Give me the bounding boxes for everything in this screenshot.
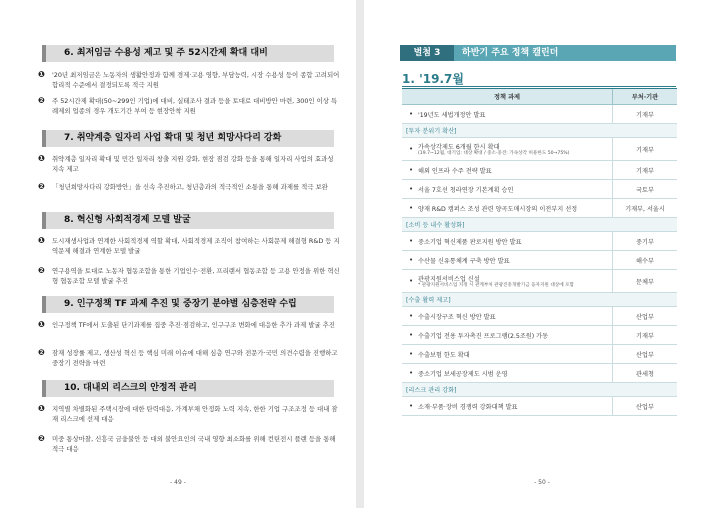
task-text: 수출시장구조 혁신 방안 발표 [418, 313, 496, 321]
task-cell [402, 397, 613, 416]
item-text: 주 52시간제 확대(50~299인 기업)에 대비, 실태조사 결과 등을 토대로 대비방안 마련, 300인 이상 특례제외 업종의 경우 개도기간 부여 등 현장안착 지원 [52, 97, 338, 115]
bullet-icon: • [409, 350, 414, 358]
category-row [402, 218, 677, 232]
section-heading: 7. 취약계층 일자리 사업 확대 및 청년 희망사다리 강화 [42, 130, 334, 147]
section-item [38, 182, 340, 192]
header-dept: 부처·기관 [613, 89, 678, 105]
dept-cell: 산업부 [613, 397, 678, 416]
category-row [402, 293, 677, 307]
item-number-icon: ❷ [38, 266, 45, 275]
table-row [402, 138, 677, 161]
section-heading: 8. 혁신형 사회적경제 모델 발굴 [42, 212, 334, 229]
table-header-row [402, 89, 677, 105]
item-text: 취약계층 일자리 확대 및 민간 일자리 창출 지원 강화, 현장 점검 강화 등을 통해 일자리 사업의 효과성 지속 제고 [52, 155, 334, 173]
table-row [402, 251, 677, 270]
dept-cell: 중기부 [613, 232, 678, 251]
task-text: 해외 인프라 수주 전략 발표 [418, 167, 492, 175]
task-cell [402, 251, 613, 270]
table-row [402, 232, 677, 251]
category-label: [리스크 관리 강화] [402, 383, 677, 397]
item-text: 인구정책 TF에서 도출된 단기과제를 집중 추진·점검하고, 인구구조 변화에 대응한 추가 과제 발굴 추진 [52, 321, 335, 329]
table-row [402, 307, 677, 326]
section-item [38, 266, 340, 286]
task-text: 중소기업 혁신제품 판로지원 방안 발표 [418, 238, 522, 246]
task-cell [402, 232, 613, 251]
table-row [402, 270, 677, 293]
bullet-icon: • [409, 237, 414, 245]
item-number-icon: ❶ [38, 404, 45, 413]
task-note: * 관광지원서비스업 지정 시 관계부처 관광진흥개발기금 융자지원 대상에 포함 [418, 282, 574, 288]
item-number-icon: ❶ [38, 236, 45, 245]
section-item [38, 154, 340, 174]
page-gutter [356, 0, 364, 508]
task-cell [402, 180, 613, 199]
bullet-icon: • [409, 256, 414, 264]
task-cell [402, 307, 613, 326]
item-number-icon: ❶ [38, 320, 45, 329]
bullet-icon: • [409, 312, 414, 320]
category-row [402, 383, 677, 397]
policy-calendar-table [402, 88, 677, 416]
section-heading: 10. 대내외 리스크의 안정적 관리 [42, 380, 334, 397]
item-number-icon: ❷ [38, 348, 45, 357]
dept-cell: 문체부 [613, 270, 678, 293]
item-text: 도시재생사업과 연계한 사회적경제 역할 확대, 사회적경제 조직이 참여하는 사회문제 해결형 R&D 등 지역문제 해결과 연계한 모델 발굴 [52, 237, 340, 255]
category-label: [수출 활력 제고] [402, 293, 677, 307]
task-cell [402, 364, 613, 383]
month-heading: 1. '19.7월 [402, 72, 464, 86]
item-text: '20년 최저임금은 노동자의 생활안정과 함께 경제·고용 영향, 부담능력, 시장 수용성 등이 종합 고려되어 합리적 수준에서 결정되도록 적극 지원 [52, 71, 340, 89]
item-number-icon: ❷ [38, 96, 45, 105]
task-text: 중소기업 보세공장제도 시범 운영 [418, 370, 508, 378]
item-text: 「청년희망사다리 강화방안」을 신속 추진하고, 청년층과의 적극적인 소통을 통해 과제를 적극 보완 [52, 183, 328, 191]
calendar-title: 하반기 주요 정책 캘린더 [454, 45, 676, 61]
task-cell [402, 161, 613, 180]
task-text: '19년도 세법개정안 발표 [418, 111, 486, 119]
dept-cell: 산업부 [613, 345, 678, 364]
bullet-icon: • [409, 402, 414, 410]
category-label: [투자 분위기 확산] [402, 124, 677, 138]
item-number-icon: ❷ [38, 434, 45, 443]
item-number-icon: ❶ [38, 154, 45, 163]
item-text: 미중 통상마찰, 신흥국 금융불안 등 대외 불안요인의 국내 영향 최소화를 위해 컨틴전시 플랜 등을 통해 적극 대응 [52, 435, 336, 453]
table-row [402, 364, 677, 383]
section-item [38, 236, 340, 256]
header-task: 정책 과제 [402, 89, 613, 105]
section-item [38, 348, 340, 368]
section-item [38, 404, 340, 424]
task-text: 수산물 신유통체계 구축 방안 발표 [418, 257, 510, 265]
dept-cell: 관세청 [613, 364, 678, 383]
item-number-icon: ❶ [38, 70, 45, 79]
task-text: 소재·부품·장비 경쟁력 강화대책 발표 [418, 403, 518, 411]
task-text: 서울 7호선 청라연장 기본계획 승인 [418, 186, 514, 194]
section-heading: 9. 인구정책 TF 과제 추진 및 중장기 분야별 심층전략 수립 [42, 296, 334, 313]
section-item [38, 96, 340, 116]
task-cell [402, 326, 613, 345]
dept-cell: 기재부 [613, 161, 678, 180]
table-row [402, 161, 677, 180]
appendix-badge: 별첨 3 [400, 45, 454, 61]
task-text: 가속상각제도 6개월 한시 확대 [418, 143, 500, 151]
table-body [402, 105, 677, 416]
task-cell [402, 199, 613, 218]
task-text: 수출보험 한도 확대 [418, 351, 470, 359]
left-page [0, 0, 356, 508]
table-row [402, 345, 677, 364]
bullet-icon: • [409, 277, 414, 285]
bullet-icon: • [409, 185, 414, 193]
bullet-icon: • [409, 166, 414, 174]
bullet-icon: • [409, 204, 414, 212]
dept-cell: 기재부 [613, 138, 678, 161]
section-heading: 6. 최저임금 수용성 제고 및 주 52시간제 확대 대비 [42, 45, 334, 62]
dept-cell: 해수부 [613, 251, 678, 270]
dept-cell: 기재부, 서울시 [613, 199, 678, 218]
task-cell [402, 345, 613, 364]
task-cell [402, 105, 613, 124]
task-text: 수출기업 전용 투자촉진 프로그램(2.5조원) 가동 [418, 332, 549, 340]
table-row [402, 326, 677, 345]
bullet-icon: • [409, 110, 414, 118]
item-text: 연구용역을 토대로 노동자 협동조합을 통한 기업인수·전환, 프리랜서 협동조합 등 고용 안정을 위한 혁신형 협동조합 모델 발굴 추진 [52, 267, 340, 285]
dept-cell: 국토부 [613, 180, 678, 199]
dept-cell: 기재부 [613, 326, 678, 345]
section-item [38, 70, 340, 90]
table-row [402, 180, 677, 199]
category-label: [소비 등 내수 활성화] [402, 218, 677, 232]
category-row [402, 124, 677, 138]
task-text: 양재 R&D 캠퍼스 조성 관련 양곡도매시장의 이전부지 선정 [418, 205, 578, 213]
item-text: 잠재 성장률 제고, 생산성 혁신 등 핵심 미래 이슈에 대해 심층 연구와 전문가·국민 의견수렴을 진행하고 중장기 전략을 마련 [52, 349, 338, 367]
section-item [38, 320, 340, 330]
task-cell [402, 138, 613, 161]
page-number-right: - 50 - [534, 479, 550, 486]
task-note: (19.7~12월, 대기업: 대상 확대 / 중소·중견: 가속상각 허용한도 50→75%) [418, 150, 570, 156]
bullet-icon: • [409, 331, 414, 339]
section-item [38, 434, 340, 454]
item-number-icon: ❷ [38, 182, 45, 191]
item-text: 지역별 차별화된 주택시장에 대한 탄력대응, 가계부채 안정화 노력 지속, 한한 기업 구조조정 등 대내 잠재 리스크에 선제 대응 [52, 405, 338, 423]
table-row [402, 199, 677, 218]
task-text: 관광지원서비스업 신설 [418, 275, 480, 283]
task-cell [402, 270, 613, 293]
table-row [402, 105, 677, 124]
dept-cell: 산업부 [613, 307, 678, 326]
table-row [402, 397, 677, 416]
bullet-icon: • [409, 145, 414, 153]
page-number-left: - 49 - [170, 479, 186, 486]
dept-cell: 기재부 [613, 105, 678, 124]
bullet-icon: • [409, 369, 414, 377]
month-underline [402, 86, 676, 87]
